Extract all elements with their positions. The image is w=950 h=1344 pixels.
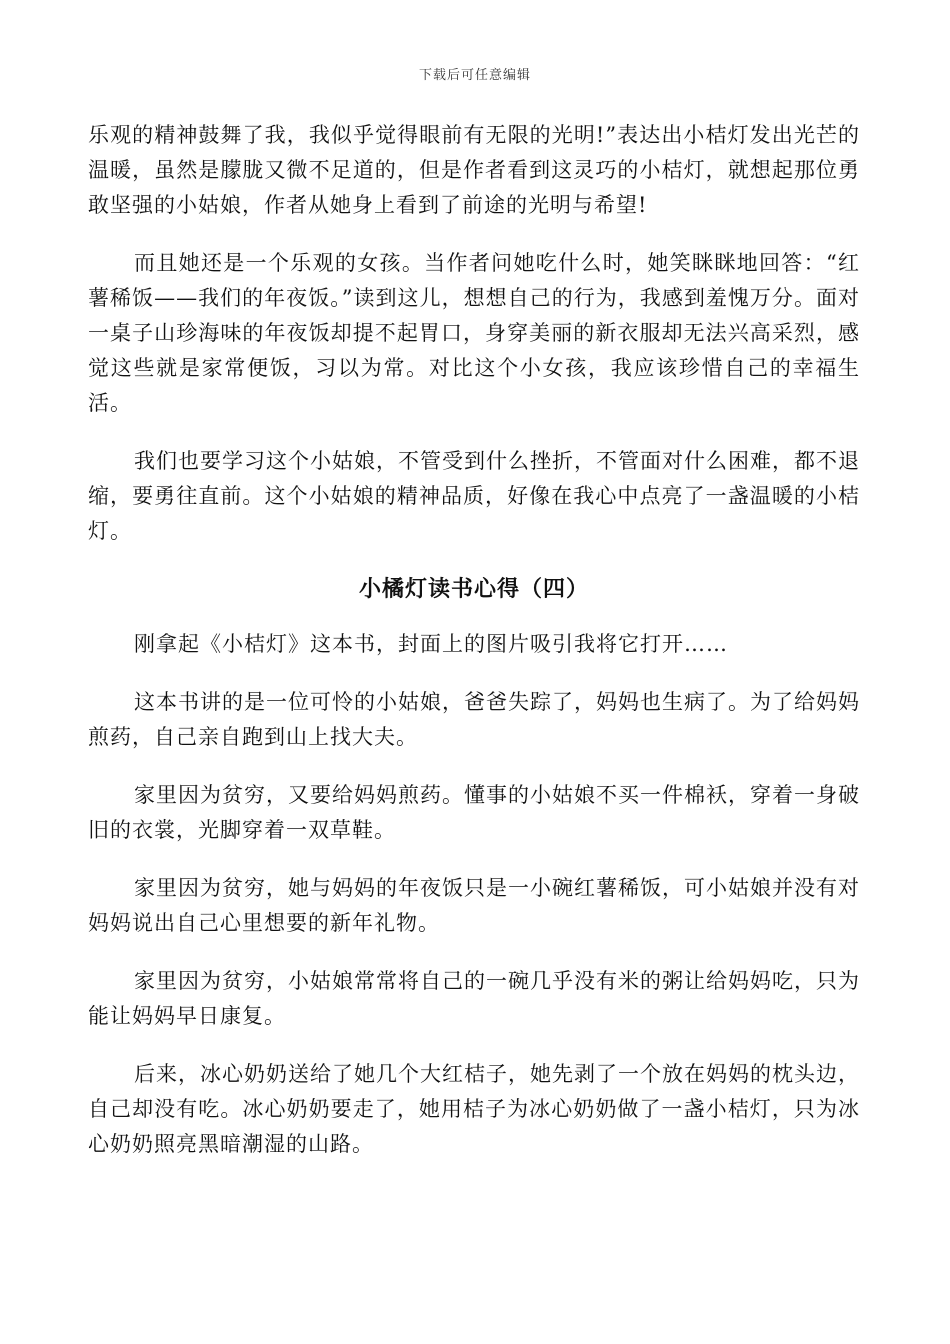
paragraph: 后来，冰心奶奶送给了她几个大红桔子，她先剥了一个放在妈妈的枕头边，自己却没有吃。冰心奶奶要走了，她用桔子为冰心奶奶做了一盏小桔灯，只为冰心奶奶照亮黑暗潮湿的山路。 — [88, 1062, 860, 1156]
paragraph: 这本书讲的是一位可怜的小姑娘，爸爸失踪了，妈妈也生病了。为了给妈妈煎药，自己亲自跑到山上找大夫。 — [88, 690, 860, 749]
section-title: 小橘灯读书心得（四） — [358, 576, 589, 602]
paragraph: 家里因为贫穷，她与妈妈的年夜饭只是一小碗红薯稀饭，可小姑娘并没有对妈妈说出自己心里想要的新年礼物。 — [88, 876, 860, 935]
paragraph: 家里因为贫穷，小姑娘常常将自己的一碗几乎没有米的粥让给妈妈吃，只为能让妈妈早日康复。 — [88, 969, 860, 1028]
paragraph: 家里因为贫穷，又要给妈妈煎药。懂事的小姑娘不买一件棉袄，穿着一身破旧的衣裳，光脚穿着一双草鞋。 — [88, 783, 860, 842]
paragraph-continued: 乐观的精神鼓舞了我，我似乎觉得眼前有无限的光明!”表达出小桔灯发出光芒的温暖，虽然是朦胧又微不足道的，但是作者看到这灵巧的小桔灯，就想起那位勇敢坚强的小姑娘，作者从她身上看到了前途的光明与希望! — [88, 123, 860, 217]
paragraph: 刚拿起《小桔灯》这本书，封面上的图片吸引我将它打开…… — [134, 632, 728, 656]
document-body — [88, 118, 860, 1185]
paragraph: 而且她还是一个乐观的女孩。当作者问她吃什么时，她笑眯眯地回答：“红薯稀饭——我们的年夜饭。”读到这儿，想想自己的行为，我感到羞愧万分。面对一桌子山珍海味的年夜饭却提不起胃口，身穿美丽的新衣服却无法兴高采烈，感觉这些就是家常便饭，习以为常。对比这个小女孩，我应该珍惜自己的幸福生活。 — [88, 251, 860, 415]
paragraph: 我们也要学习这个小姑娘，不管受到什么挫折，不管面对什么困难，都不退缩，要勇往直前。这个小姑娘的精神品质，好像在我心中点亮了一盏温暖的小桔灯。 — [88, 449, 860, 543]
page-header-note: 下载后可任意编辑 — [418, 68, 531, 83]
